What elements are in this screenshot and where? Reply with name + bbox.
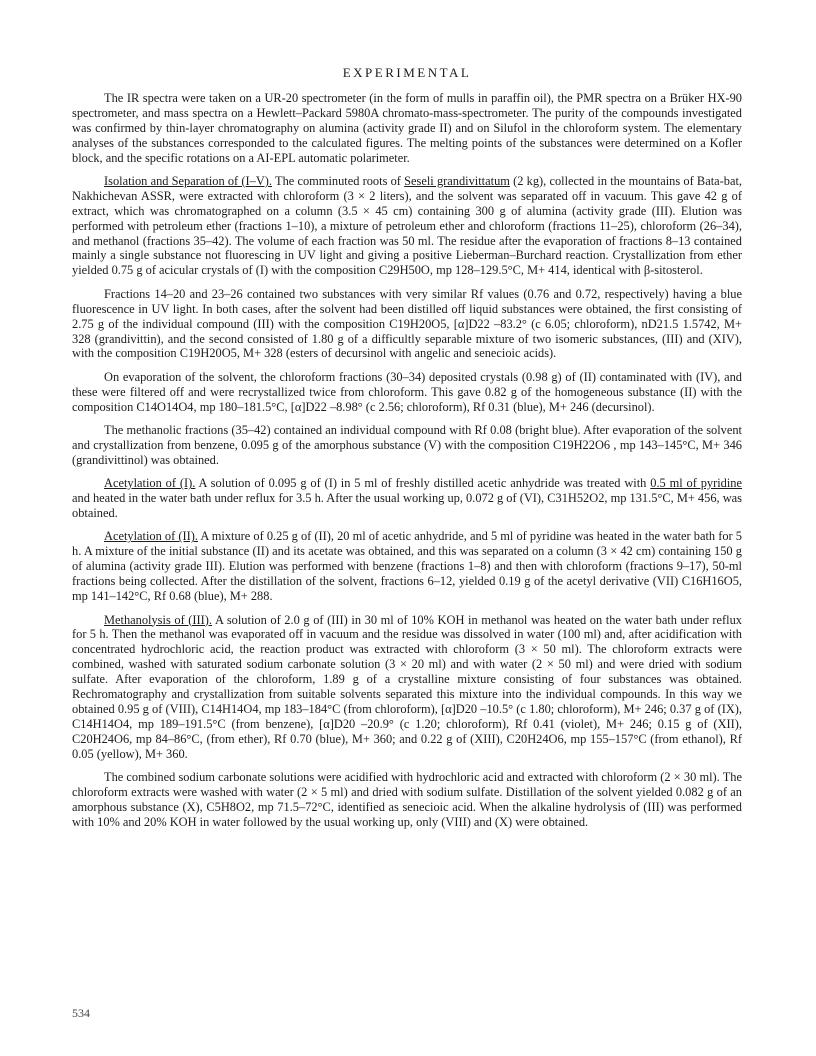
acetylation-II-text: A mixture of 0.25 g of (II), 20 ml of acetic anhydride, and 5 ml of pyridine was heated in the water bath for 5 h. A mixture of the initial substance (II) and its acetate was obtained, and this was separated on a column (3 × 42 cm) containing 150 g of alumina (activity grade III). Elution was performed with benzene (fractions 1–8) and then with chloroform (fractions 9–17), 50-ml fractions being collected. After the distillation of the solvent, fractions 6–12, yielded 0.19 g of the acetyl derivative (VII) C16H16O5, mp 141–142°C, Rf 0.68 (blue), M+ 288. bbox=[72, 529, 742, 604]
acetylation-I-text-b: and heated in the water bath under reflux for 3.5 h. After the usual working up, 0.072 g of (VI), C31H52O2, mp 131.5°C, M+ 456, was obtained. bbox=[72, 491, 742, 521]
subheading-methanolysis: Methanolysis of (III). bbox=[104, 612, 213, 627]
isolation-text-b: (2 kg), collected in the mountains of Bata-bat, Nakhichevan ASSR, were extracted with chloroform (3 × 2 liters), and the solvent was separated off in vacuum. This gave 42 g of extract, which was chromatographed on a column (3.5 × 45 cm) containing 300 g of alumina (activity grade (III). Elution was performed with petroleum ether (fractions 1–10), a mixture of petroleum ether and chloroform (fractions 11–25), chloroform (26–34), and methanol (fractions 35–42). The volume of each fraction was 50 ml. The residue after the evaporation of fractions 8–13 contained mainly a single substance not fluorescing in UV light and giving a positive Lieberman–Burchard reaction. Crystallization from ether yielded 0.75 g of acicular crystals of (I) with the composition C29H50O, mp 128–129.5°C, M+ 414, identical with β-sitosterol. bbox=[72, 173, 742, 278]
paragraph-acetylation-II bbox=[72, 529, 742, 604]
paragraph-acetylation-I bbox=[72, 476, 742, 521]
page-body bbox=[72, 66, 742, 838]
isolation-text-a: The comminuted roots of bbox=[272, 173, 405, 188]
methanolysis-text: A solution of 2.0 g of (III) in 30 ml of 10% KOH in methanol was heated on the water bath under reflux for 5 h. Then the methanol was evaporated off in vacuum and the residue was dissolved in water (100 ml) and, after acidification with concentrated hydrochloric acid, the reaction product was extracted with chloroform (3 × 50 ml). The chloroform extracts were combined, washed with saturated sodium carbonate solution (3 × 20 ml) and with water (2 × 50 ml) and were dried with sodium sulfate. After evaporation of the chloroform, 1.89 g of a crystalline mixture consisting of four substances was obtained. Rechromatography and crystallization from suitable solvents separated this mixture into the individual compounds. In this way we obtained 0.95 g of (VIII), C14H14O4, mp 183–184°C (from chloroform), [α]D20 –10.5° (c 1.80; chloroform), M+ 246; 0.37 g of (IX), C14H14O4, mp 189–191.5°C (from benzene), [α]D20 –20.9° (c 1.20; chloroform), Rf 0.41 (violet), M+ 246; 0.15 g of (XII), C20H24O6, mp 84–86°C, (from ether), Rf 0.70 (blue), M+ 360; and 0.22 g of (XIII), C20H24O6, mp 155–157°C (from ethanol), Rf 0.05 (yellow), M+ 360. bbox=[72, 612, 742, 761]
subheading-acetylation-I: Acetylation of (I). bbox=[104, 476, 196, 491]
plant-name: Seseli grandivittatum bbox=[404, 173, 510, 188]
paragraph-instruments: The IR spectra were taken on a UR-20 spectrometer (in the form of mulls in paraffin oil), the PMR spectra on a Brüker HX-90 spectrometer, and mass spectra on a Hewlett–Packard 5980A chromato-mass-spectrometer. The purity of the compounds investigated was confirmed by thin-layer chromatography on alumina (activity grade II) and on Silufol in the chloroform system. The elementary analyses of the substances corresponded to the calculated figures. The melting points of the substances were determined on a Kofler block, and the specific rotations on a AI-EPL automatic polarimeter. bbox=[72, 90, 742, 165]
acetylation-I-text-a: A solution of 0.095 g of (I) in 5 ml of freshly distilled acetic anhydride was treated with bbox=[195, 476, 651, 491]
paragraph-fractions-14-20: Fractions 14–20 and 23–26 contained two substances with very similar Rf values (0.76 and 0.72, respectively) having a blue fluorescence in UV light. In both cases, after the solvent had been distilled off liquid substances were obtained, the first consisting of 2.75 g of the individual compound (III) with the composition C19H20O5, [α]D22 –83.2° (c 6.05; chloroform), nD21.5 1.5742, M+ 328 (grandivittin), and the second consisted of 1.80 g of a difficultly separable mixture of two isomeric substances, (III) and (XIV), with the composition C19H20O5, M+ 328 (esters of decursinol with angelic and senecioic acids). bbox=[72, 286, 742, 361]
paragraph-isolation bbox=[72, 174, 742, 278]
paragraph-chloroform-fractions: On evaporation of the solvent, the chloroform fractions (30–34) deposited crystals (0.98 g) of (II) contaminated with (IV), and these were filtered off and were recrystallized twice from chloroform. This gave 0.82 g of the homogeneous substance (II) with the composition C14O14O4, mp 180–181.5°C, [α]D22 –8.98° (c 2.56; chloroform), Rf 0.31 (blue), M+ 246 (decursinol). bbox=[72, 369, 742, 414]
paragraph-methanolic-fractions: The methanolic fractions (35–42) contained an individual compound with Rf 0.08 (bright blue). After evaporation of the solvent and crystallization from benzene, 0.095 g of the amorphous substance (V) with the composition C19H22O6 , mp 143–145°C, M+ 346 (grandivittinol) was obtained. bbox=[72, 423, 742, 467]
pyridine-amount: 0.5 ml of pyridine bbox=[650, 476, 743, 491]
page-number: 534 bbox=[72, 1006, 90, 1020]
section-heading: EXPERIMENTAL bbox=[342, 65, 472, 80]
subheading-isolation: Isolation and Separation of (I–V). bbox=[104, 173, 273, 188]
paragraph-methanolysis bbox=[72, 613, 742, 762]
subheading-acetylation-II: Acetylation of (II). bbox=[104, 529, 198, 544]
paragraph-sodium-carbonate: The combined sodium carbonate solutions were acidified with hydrochloric acid and extracted with chloroform (2 × 30 ml). The chloroform extracts were washed with water (2 × 5 ml) and dried with sodium sulfate. Distillation of the solvent yielded 0.082 g of an amorphous substance (X), C5H8O2, mp 71.5–72°C, identified as senecioic acid. When the alkaline hydrolysis of (III) was performed with 10% and 20% KOH in water followed by the usual working up, only (VIII) and (X) were obtained. bbox=[72, 770, 742, 829]
